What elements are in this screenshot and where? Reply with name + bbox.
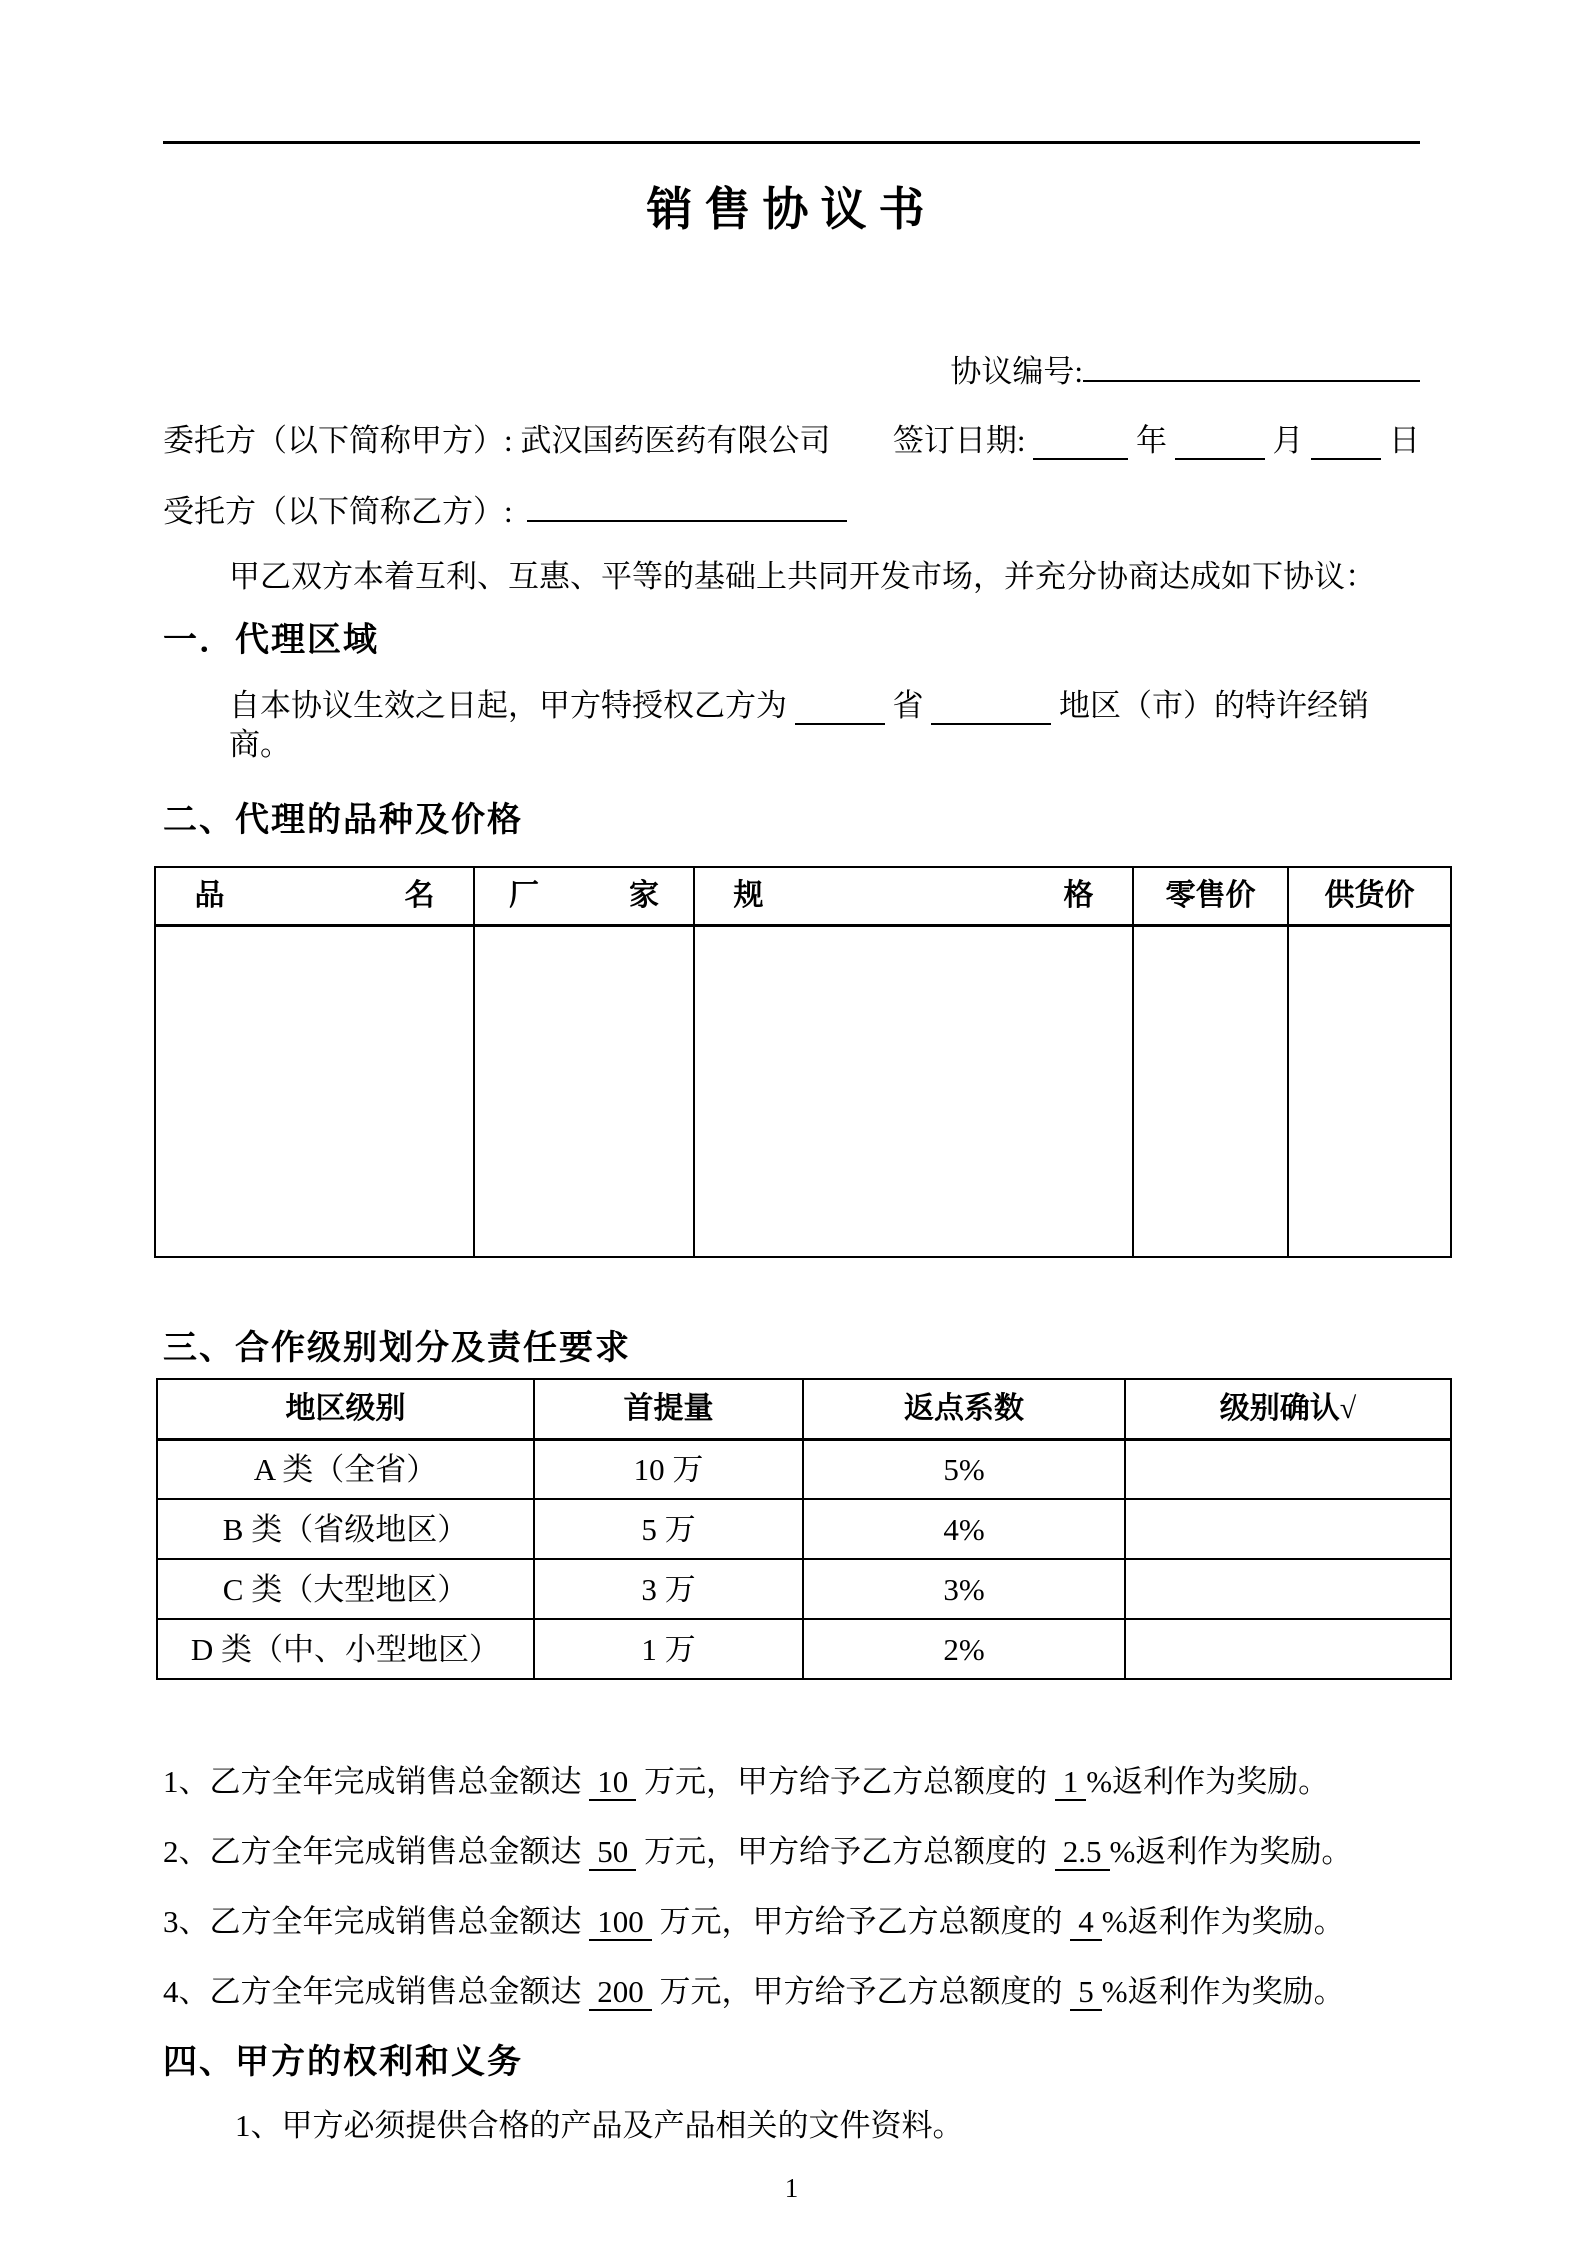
- clause-unit: 万元，: [659, 1974, 753, 2009]
- clause-unit: 万元，: [644, 1764, 737, 1799]
- empty-cell: [474, 925, 694, 1257]
- level-row-c: [157, 1559, 1451, 1619]
- header-rule: [163, 141, 1420, 144]
- col-first-volume: 首提量: [534, 1379, 803, 1439]
- clause-tail: %返利作为奖励。: [1101, 1904, 1345, 1939]
- level-d-confirm: [1125, 1619, 1451, 1679]
- col-rebate-coefficient: 返点系数: [803, 1379, 1125, 1439]
- level-d-name: D 类（中、小型地区）: [157, 1619, 534, 1679]
- level-d-volume: 1 万: [534, 1619, 803, 1679]
- level-row-a: [157, 1439, 1451, 1499]
- products-price-table: [154, 866, 1452, 1258]
- clause-mid: 甲方给予乙方总额度的: [737, 1834, 1047, 1869]
- level-table-body: [157, 1439, 1451, 1679]
- col-level-confirm: 级别确认√: [1125, 1379, 1451, 1439]
- party-a-line: [163, 421, 830, 460]
- col-region-level: 地区级别: [157, 1379, 534, 1439]
- col-product-name: 品 名: [155, 867, 474, 925]
- clause-unit: 万元，: [644, 1834, 737, 1869]
- products-table-body: [155, 925, 1451, 1257]
- clause-tail: %返利作为奖励。: [1101, 1974, 1345, 2009]
- page-number: 1: [784, 2173, 799, 2203]
- rebate-rate-value: 5: [1070, 1974, 1102, 2011]
- sales-amount-value: 200: [589, 1974, 652, 2011]
- year-label: 年: [1136, 423, 1167, 458]
- clause-lead: 乙方全年完成销售总金额达: [209, 1764, 582, 1799]
- level-row-b: [157, 1499, 1451, 1559]
- party-a-label: 委托方（以下简称甲方）:: [163, 423, 513, 458]
- rebate-clause-1: [163, 1762, 1420, 1801]
- level-a-name: A 类（全省）: [157, 1439, 534, 1499]
- sign-date-year-blank: [1033, 428, 1128, 460]
- level-b-volume: 5 万: [534, 1499, 803, 1559]
- level-b-name: B 类（省级地区）: [157, 1499, 534, 1559]
- sign-date-day-blank: [1311, 428, 1381, 460]
- section1-text-after: 地区（市）的特许经销商。: [229, 688, 1369, 762]
- party-b-label: 受托方（以下简称乙方）:: [163, 494, 513, 529]
- level-table-header: [157, 1379, 1451, 1439]
- party-a-name: 武汉国药医药有限公司: [520, 423, 831, 458]
- month-label: 月: [1272, 423, 1304, 458]
- party-b-blank: [527, 490, 847, 522]
- products-header-row: [155, 867, 1451, 925]
- col-retail-price: 零售价: [1133, 867, 1288, 925]
- province-blank: [795, 693, 885, 725]
- col-supply-price: 供货价: [1288, 867, 1451, 925]
- col-manufacturer: 厂 家: [474, 867, 694, 925]
- rebate-clause-3: [163, 1902, 1420, 1941]
- level-row-d: [157, 1619, 1451, 1679]
- clause-lead: 乙方全年完成销售总金额达: [209, 1904, 582, 1939]
- section1-line: [163, 686, 1420, 764]
- clause-mid: 甲方给予乙方总额度的: [752, 1974, 1063, 2009]
- section3-heading: 三、合作级别划分及责任要求: [163, 1330, 631, 1367]
- level-a-rate: 5%: [803, 1439, 1125, 1499]
- section4-item-1: 1、甲方必须提供合格的产品及产品相关的文件资料。: [235, 2108, 964, 2143]
- sign-date-line: [893, 421, 1420, 460]
- clause-mid: 甲方给予乙方总额度的: [737, 1764, 1047, 1799]
- clause-tail: %返利作为奖励。: [1086, 1764, 1330, 1799]
- rebate-clause-2: [163, 1832, 1420, 1871]
- level-d-rate: 2%: [803, 1619, 1125, 1679]
- level-c-confirm: [1125, 1559, 1451, 1619]
- section2-heading: 二、代理的品种及价格: [163, 802, 523, 839]
- empty-cell: [155, 925, 474, 1257]
- rebate-clauses: [163, 1762, 1420, 2011]
- section1-text-before: 自本协议生效之日起，甲方特授权乙方为: [229, 688, 787, 723]
- level-b-rate: 4%: [803, 1499, 1125, 1559]
- day-label: 日: [1389, 423, 1420, 458]
- level-a-volume: 10 万: [534, 1439, 803, 1499]
- clause-number: 1、: [163, 1764, 210, 1799]
- products-empty-row: [155, 925, 1451, 1257]
- clause-tail: %返利作为奖励。: [1109, 1834, 1353, 1869]
- clause-unit: 万元，: [659, 1904, 753, 1939]
- level-b-confirm: [1125, 1499, 1451, 1559]
- rebate-rate-value: 1: [1055, 1764, 1087, 1801]
- page-title: 销售协议书: [646, 184, 937, 235]
- section4-heading: 四、甲方的权利和义务: [163, 2044, 523, 2081]
- products-table-header: [155, 867, 1451, 925]
- sales-amount-value: 50: [589, 1834, 636, 1871]
- level-c-volume: 3 万: [534, 1559, 803, 1619]
- level-a-confirm: [1125, 1439, 1451, 1499]
- rebate-rate-value: 4: [1070, 1904, 1102, 1941]
- empty-cell: [694, 925, 1133, 1257]
- rebate-rate-value: 2.5: [1055, 1834, 1110, 1871]
- agreement-number-blank: [1083, 350, 1420, 382]
- sales-amount-value: 100: [589, 1904, 652, 1941]
- rebate-clause-4: [163, 1972, 1420, 2011]
- sales-amount-value: 10: [589, 1764, 636, 1801]
- sign-date-month-blank: [1175, 428, 1265, 460]
- col-specification: 规 格: [694, 867, 1133, 925]
- clause-number: 4、: [163, 1974, 210, 2009]
- party-b-row: [163, 490, 1420, 531]
- agreement-number-label: 协议编号:: [950, 354, 1083, 389]
- level-c-name: C 类（大型地区）: [157, 1559, 534, 1619]
- clause-mid: 甲方给予乙方总额度的: [752, 1904, 1063, 1939]
- clause-lead: 乙方全年完成销售总金额达: [209, 1974, 582, 2009]
- party-a-and-date-row: [163, 421, 1420, 460]
- level-header-row: [157, 1379, 1451, 1439]
- clause-lead: 乙方全年完成销售总金额达: [209, 1834, 582, 1869]
- level-c-rate: 3%: [803, 1559, 1125, 1619]
- sign-date-label: 签订日期:: [892, 423, 1026, 458]
- region-blank: [931, 693, 1051, 725]
- preamble-paragraph: 甲乙双方本着互利、互惠、平等的基础上共同开发市场，并充分协商达成如下协议：: [229, 559, 1376, 594]
- empty-cell: [1133, 925, 1288, 1257]
- province-label: 省: [892, 688, 924, 723]
- clause-number: 3、: [163, 1904, 210, 1939]
- clause-number: 2、: [163, 1834, 210, 1869]
- cooperation-level-table: [156, 1378, 1452, 1680]
- empty-cell: [1288, 925, 1451, 1257]
- agreement-number-row: [163, 350, 1420, 391]
- section1-heading: 一．代理区域: [163, 622, 379, 659]
